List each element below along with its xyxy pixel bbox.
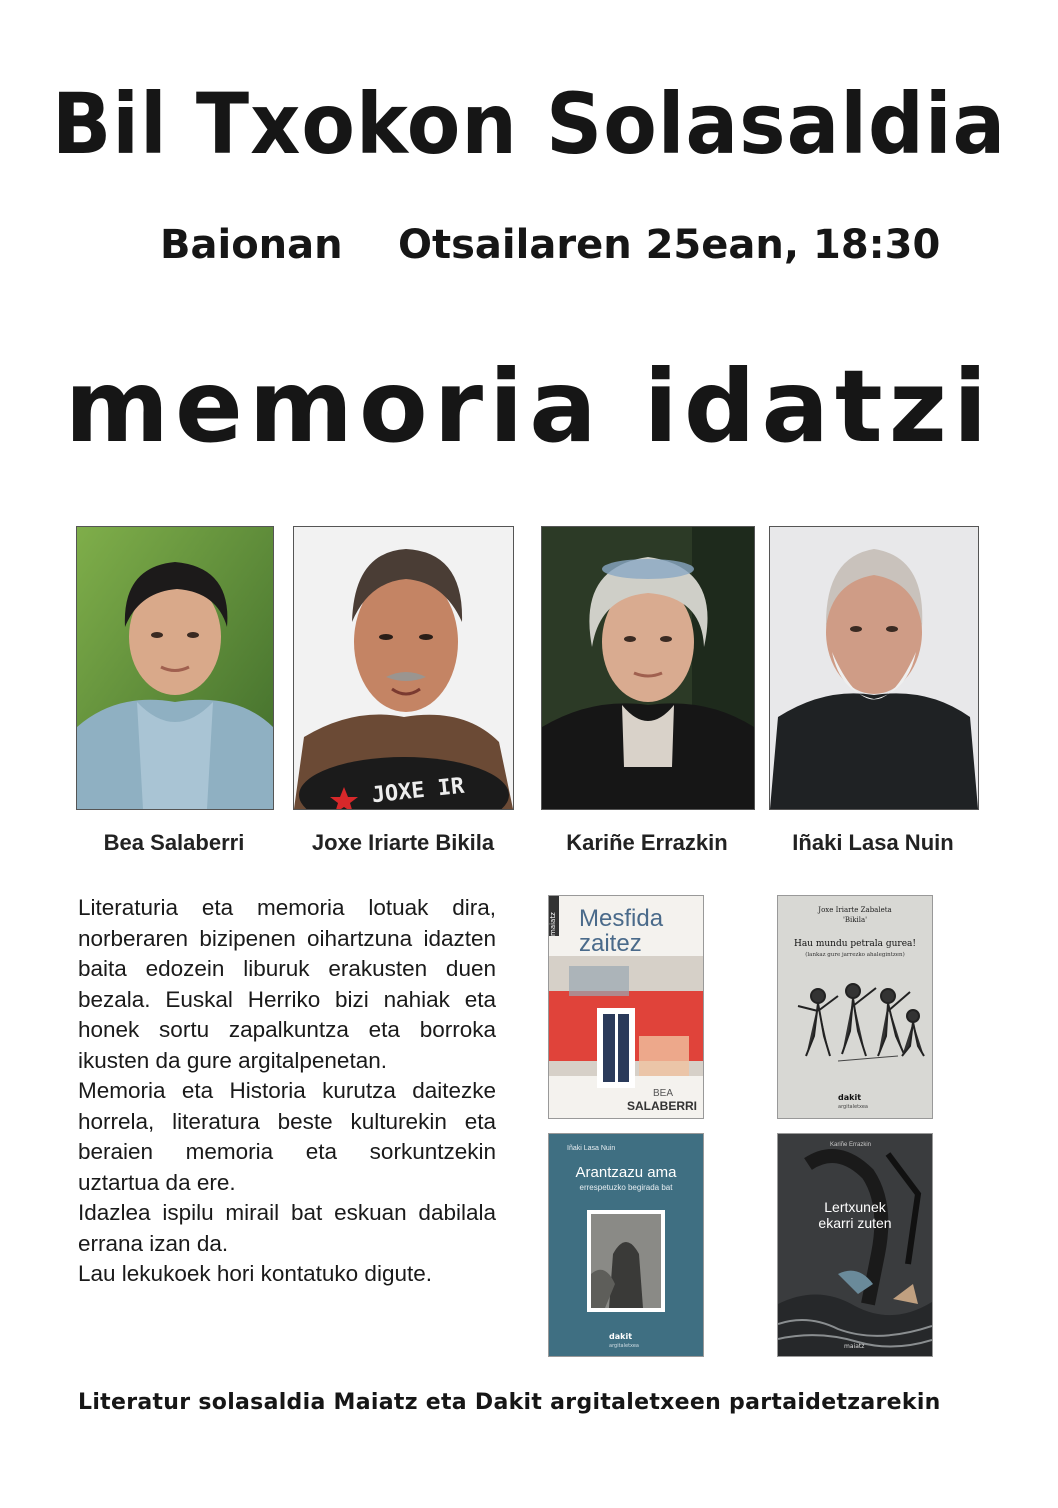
book-cover-arantzazu-ama — [548, 1133, 704, 1357]
speaker-photo-1 — [76, 526, 274, 810]
speaker-photo-3 — [541, 526, 755, 810]
book-2-nickname: 'Bikila' — [842, 916, 868, 924]
description-paragraph: Idazlea ispilu mirail bat eskuan dabilala errana izan da. — [78, 1200, 496, 1256]
book-3-author: Iñaki Lasa Nuin — [567, 1145, 616, 1152]
event-headline: memoria idatzi — [64, 348, 994, 465]
book-1-title-2: zaitez — [579, 930, 642, 957]
book-1-title-1: Mesfida — [579, 905, 664, 932]
book-2-title: Hau mundu petrala gurea! — [793, 939, 917, 949]
event-title: Bil Txokon Solasaldia — [51, 76, 1007, 174]
book-3-publisher: dakit — [609, 1332, 633, 1341]
speaker-photo-4 — [769, 526, 979, 810]
book-1-author-1: BEA — [653, 1088, 674, 1099]
speaker-name-3: Kariñe Errazkin — [566, 830, 728, 855]
book-4-publisher: maiatz — [844, 1343, 865, 1350]
book-2-publisher-sub: argitaletxea — [838, 1104, 868, 1110]
book-4-title-1: Lertxunek — [824, 1199, 886, 1215]
book-3-subtitle: errespetuzko begirada bat — [579, 1183, 673, 1192]
book-2-publisher: dakit — [838, 1093, 862, 1102]
book-3-title: Arantzazu ama — [575, 1164, 677, 1181]
description-paragraph: Lau lekukoek hori kontatuko digute. — [78, 1261, 432, 1286]
book-4-author: Kariñe Errazkin — [830, 1142, 872, 1148]
beret-text: JOXE IR — [370, 773, 466, 809]
footer-note: Literatur solasaldia Maiatz eta Dakit argitaletxeen partaidetzarekin — [78, 1390, 941, 1415]
event-date: Otsailaren 25ean, 18:30 — [398, 222, 941, 268]
book-1-author-2: SALABERRI — [627, 1099, 698, 1113]
book-cover-lertxunek-ekarri-zuten — [777, 1133, 933, 1357]
event-subline — [0, 222, 1058, 272]
book-cover-hau-mundu-petrala — [777, 895, 933, 1119]
book-4-title-2: ekarri zuten — [818, 1215, 892, 1231]
speaker-photo-2 — [293, 526, 514, 810]
speaker-name-4: Iñaki Lasa Nuin — [792, 830, 954, 855]
speaker-name-2: Joxe Iriarte Bikila — [311, 830, 495, 855]
book-cover-mesfida-zaitez — [548, 895, 704, 1119]
book-3-publisher-sub: argitaletxea — [609, 1343, 639, 1349]
description-paragraph: Literaturia eta memoria lotuak dira, norberaren bizipenen oihartzuna idazten baita edozein liburuk erakusten duen bezala. Euskal Herriko bizi nahiak eta honek sortu zapalkuntza eta borroka ikusten da gure argitalpenetan. — [78, 895, 496, 1073]
event-place: Baionan — [160, 222, 343, 268]
book-2-author: Joxe Iriarte Zabaleta — [818, 906, 892, 914]
speaker-name-1: Bea Salaberri — [103, 830, 245, 855]
book-2-subtitle: (lankaz gure jarrezko ahalegintzen) — [805, 952, 905, 958]
description-text — [78, 893, 496, 1290]
description-paragraph: Memoria eta Historia kurutza daitezke horrela, literatura beste kulturekin eta beraien memoria eta sorkuntzekin uztartua da ere. — [78, 1078, 496, 1195]
book-1-spine: maiatz — [549, 912, 557, 936]
